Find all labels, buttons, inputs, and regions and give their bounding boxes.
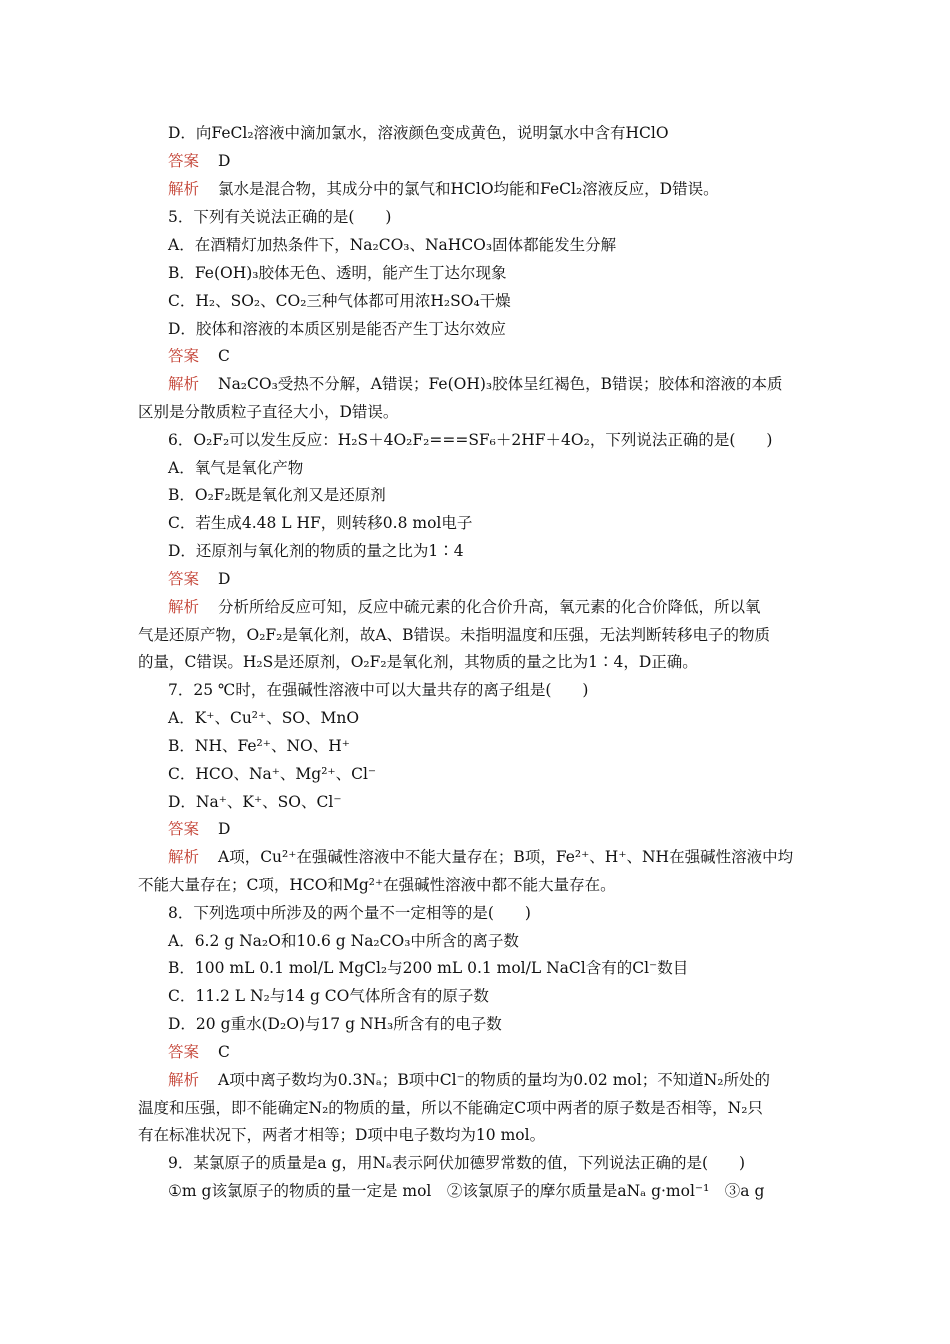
explain-label: 解析 (168, 375, 200, 393)
q4-explanation (168, 179, 848, 199)
q7-option-a: A．K⁺、Cu²⁺、SO、MnO (168, 709, 360, 727)
q6-explanation-cont-1: 气是还原产物，O₂F₂是氧化剂，故A、B错误。未指明温度和压强，无法判断转移电子的物质 (138, 626, 770, 644)
answer-value: D (218, 152, 231, 170)
answer-value: D (218, 570, 231, 588)
q8-option-a: A．6.2 g Na₂O和10.6 g Na₂CO₃中所含的离子数 (168, 932, 519, 950)
q8-explanation-cont-2: 有在标准状况下，两者才相等；D项中电子数均为10 mol。 (138, 1126, 546, 1144)
explain-text: A项，Cu²⁺在强碱性溶液中不能大量存在；B项，Fe²⁺、H⁺、NH在强碱性溶液中均 (218, 848, 794, 866)
explain-text: 氯水是混合物，其成分中的氯气和HClO均能和FeCl₂溶液反应，D错误。 (218, 180, 719, 198)
q6-answer (168, 569, 848, 589)
explain-text: 分析所给反应可知，反应中硫元素的化合价升高，氧元素的化合价降低，所以氧 (218, 598, 761, 616)
q5-option-c: C．H₂、SO₂、CO₂三种气体都可用浓H₂SO₄干燥 (168, 292, 511, 310)
q6-stem: 6．O₂F₂可以发生反应：H₂S＋4O₂F₂===SF₆＋2HF＋4O₂，下列说法正确的是( ) (168, 431, 773, 449)
answer-value: C (218, 1043, 230, 1061)
q5-answer (168, 346, 848, 366)
answer-label: 答案 (168, 820, 200, 838)
q6-option-a: A．氧气是氧化产物 (168, 459, 304, 477)
answer-value: D (218, 820, 231, 838)
explain-text: Na₂CO₃受热不分解，A错误；Fe(OH)₃胶体呈红褐色，B错误；胶体和溶液的本质 (218, 375, 783, 393)
explain-text: A项中离子数均为0.3Nₐ；B项中Cl⁻的物质的量均为0.02 mol；不知道N₂所处的 (218, 1071, 770, 1089)
q5-option-d: D．胶体和溶液的本质区别是能否产生丁达尔效应 (168, 320, 506, 338)
q7-stem: 7．25 ℃时，在强碱性溶液中可以大量共存的离子组是( ) (168, 681, 589, 699)
explain-label: 解析 (168, 180, 200, 198)
q8-option-d: D．20 g重水(D₂O)与17 g NH₃所含有的电子数 (168, 1015, 502, 1033)
q7-explanation (168, 847, 848, 867)
q4-option-d: D．向FeCl₂溶液中滴加氯水，溶液颜色变成黄色，说明氯水中含有HClO (168, 124, 669, 142)
q9-statements: ①m g该氯原子的物质的量一定是 mol ②该氯原子的摩尔质量是aNₐ g·mol⁻¹ ③a g (168, 1182, 765, 1200)
answer-label: 答案 (168, 1043, 200, 1061)
q5-option-b: B．Fe(OH)₃胶体无色、透明，能产生丁达尔现象 (168, 264, 507, 282)
q5-option-a: A．在酒精灯加热条件下，Na₂CO₃、NaHCO₃固体都能发生分解 (168, 236, 617, 254)
q5-explanation (168, 374, 848, 394)
q7-option-b: B．NH、Fe²⁺、NO、H⁺ (168, 737, 350, 755)
answer-label: 答案 (168, 570, 200, 588)
explain-label: 解析 (168, 598, 200, 616)
q5-explanation-cont: 区别是分散质粒子直径大小，D错误。 (138, 403, 399, 421)
q6-explanation-cont-2: 的量，C错误。H₂S是还原剂，O₂F₂是氧化剂，其物质的量之比为1∶4，D正确。 (138, 653, 698, 671)
q7-option-c: C．HCO、Na⁺、Mg²⁺、Cl⁻ (168, 765, 377, 783)
q6-option-d: D．还原剂与氧化剂的物质的量之比为1∶4 (168, 542, 464, 560)
explain-label: 解析 (168, 848, 200, 866)
q5-stem: 5．下列有关说法正确的是( ) (168, 208, 392, 226)
answer-label: 答案 (168, 347, 200, 365)
answer-value: C (218, 347, 230, 365)
q8-stem: 8．下列选项中所涉及的两个量不一定相等的是( ) (168, 904, 531, 922)
q8-answer (168, 1042, 848, 1062)
q8-option-c: C．11.2 L N₂与14 g CO气体所含有的原子数 (168, 987, 489, 1005)
q8-option-b: B．100 mL 0.1 mol/L MgCl₂与200 mL 0.1 mol/L NaCl含有的Cl⁻数目 (168, 959, 689, 977)
q6-explanation (168, 597, 848, 617)
q6-option-b: B．O₂F₂既是氧化剂又是还原剂 (168, 486, 386, 504)
explain-label: 解析 (168, 1071, 200, 1089)
q4-answer (168, 151, 848, 171)
q6-option-c: C．若生成4.48 L HF，则转移0.8 mol电子 (168, 514, 473, 532)
q9-stem: 9．某氯原子的质量是a g，用Nₐ表示阿伏加德罗常数的值，下列说法正确的是( ) (168, 1154, 746, 1172)
answer-label: 答案 (168, 152, 200, 170)
q7-answer (168, 819, 848, 839)
q7-explanation-cont: 不能大量存在；C项，HCO和Mg²⁺在强碱性溶液中都不能大量存在。 (138, 876, 616, 894)
q8-explanation-cont-1: 温度和压强，即不能确定N₂的物质的量，所以不能确定C项中两者的原子数是否相等，N₂只 (138, 1099, 763, 1117)
q7-option-d: D．Na⁺、K⁺、SO、Cl⁻ (168, 793, 342, 811)
q8-explanation (168, 1070, 848, 1090)
